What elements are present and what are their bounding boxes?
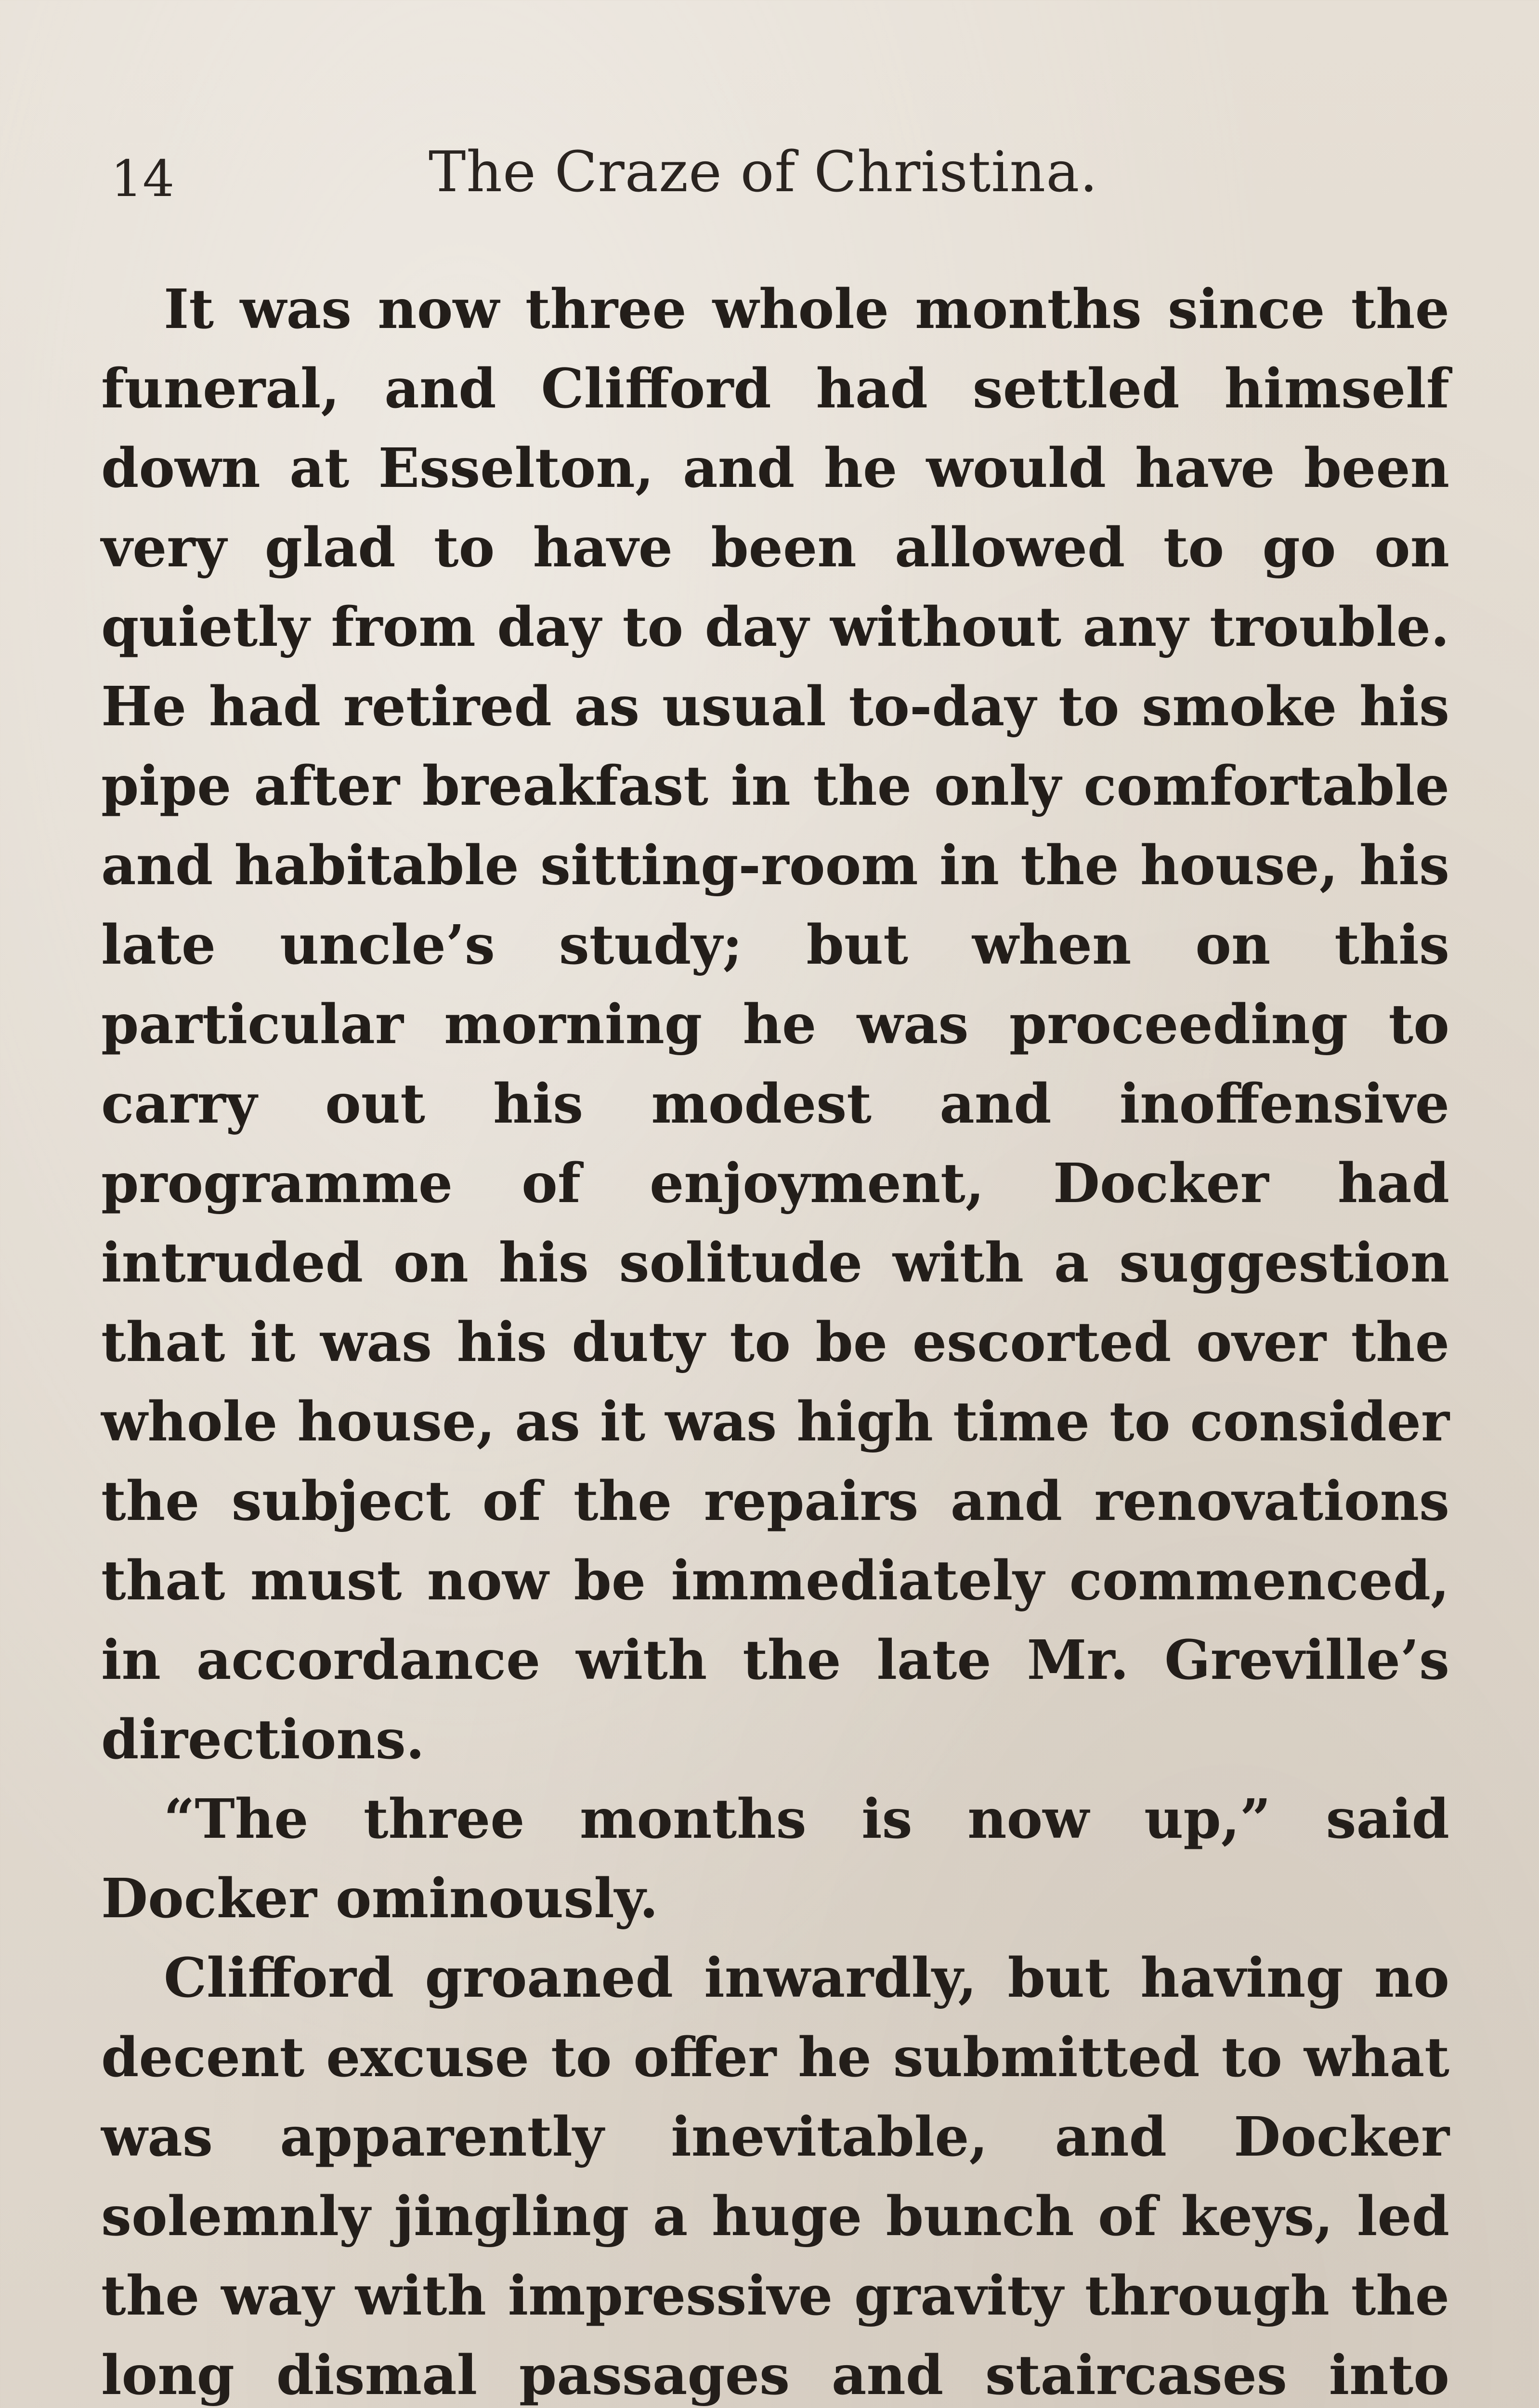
page-number: 14 xyxy=(111,149,175,208)
book-title: The Craze of Christina. xyxy=(429,140,1098,205)
paragraph-1: It was now three whole months since the funeral, and Clifford had settled himself down at Esselton, and he would have been very glad to have been allowed to go on quietly from day to day without any trouble. He had retired as usual to-day to smoke his pipe after breakfast in the only comfortable and habitable sitting-room in the house, his late uncle’s study; but when on this particular morning he was proceeding to carry out his modest and inoffensive programme of enjoyment, Docker had intruded on his solitude with a suggestion that it was his duty to be escorted over the whole house, as it was high time to consider the subject of the repairs and renovations that must now be immediately commenced, in accordance with the late Mr. Greville’s directions. xyxy=(101,278,1449,1771)
paragraph-3: Clifford groaned inwardly, but having no decent excuse to offer he submitted to what was apparently inevitable, and Docker solemnly jingling a huge bunch of keys, led the way with impressive gravity through the long dismal passages and staircases into xyxy=(101,1947,1449,2407)
paragraph-2: “The three months is now up,” said Docker ominously. xyxy=(101,1788,1449,1930)
running-head xyxy=(111,135,1449,222)
body-text xyxy=(101,270,1449,2408)
